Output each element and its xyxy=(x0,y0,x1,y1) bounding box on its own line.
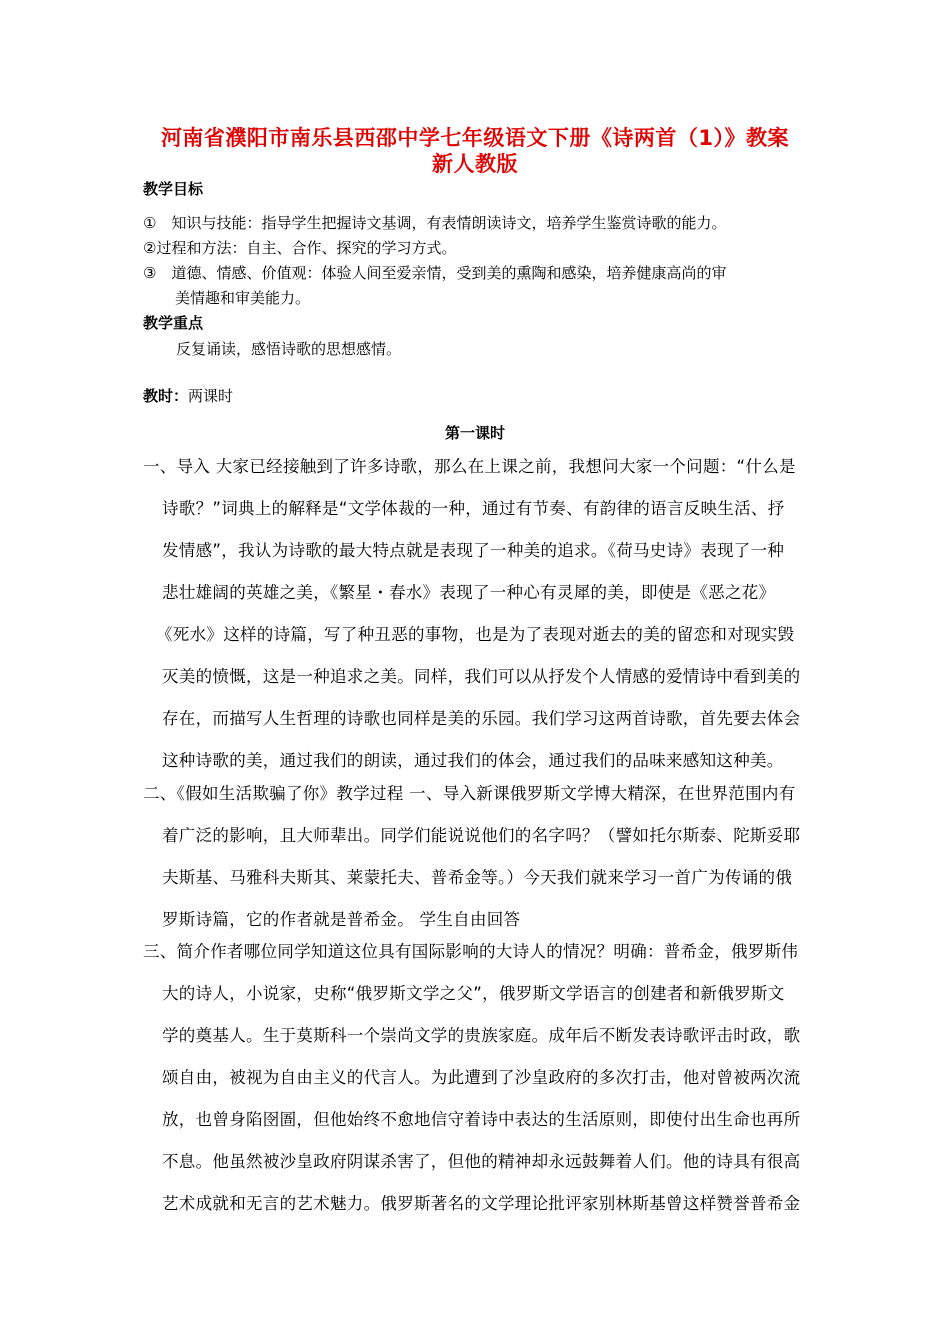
document-title-line-2: 新人教版 xyxy=(432,152,518,176)
lesson-heading: 第一课时 xyxy=(444,424,505,442)
paragraph-line: 着广泛的影响，且大师辈出。同学们能说说他们的名字吗？（譬如托尔斯泰、陀斯妥耶 xyxy=(162,826,801,845)
paragraph-line: 诗歌？”词典上的解释是“文学体裁的一种，通过有节奏、有韵律的语言反映生活、抒 xyxy=(162,499,785,518)
paragraph-line: 一、导入 大家已经接触到了许多诗歌，那么在上课之前，我想问大家一个问题：“什么是 xyxy=(143,457,796,476)
paragraph-line: 这种诗歌的美，通过我们的朗读，通过我们的体会，通过我们的品味来感知这种美。 xyxy=(162,751,784,770)
document-title-line-1: 河南省濮阳市南乐县西邵中学七年级语文下册《诗两首（1）》教案 xyxy=(160,126,790,150)
paragraph-line: 不息。他虽然被沙皇政府阴谋杀害了，但他的精神却永远鼓舞着人们。他的诗具有很高 xyxy=(162,1152,801,1171)
paragraph-line: 二、《假如生活欺骗了你》教学过程 一、导入新课俄罗斯文学博大精深，在世界范围内有 xyxy=(143,784,796,803)
paragraph-line: 夫斯基、马雅科夫斯其、莱蒙托夫、普希金等。）今天我们就来学习一首广为传诵的俄 xyxy=(162,868,793,887)
objective-2: ②过程和方法：自主、合作、探究的学习方式。 xyxy=(143,239,457,257)
paragraph-line: 灭美的愤慨，这是一种追求之美。同样，我们可以从抒发个人情感的爱情诗中看到美的 xyxy=(162,667,801,686)
objective-1: ① 知识与技能：指导学生把握诗文基调，有表情朗读诗文，培养学生鉴赏诗歌的能力。 xyxy=(143,214,727,232)
key-points-heading: 教学重点 xyxy=(143,314,204,332)
objectives-heading: 教学目标 xyxy=(143,180,204,198)
paragraph-line: 学的奠基人。生于莫斯科一个崇尚文学的贵族家庭。成年后不断发表诗歌评击时政，歌 xyxy=(162,1026,801,1045)
paragraph-line: 《死水》这样的诗篇，写了种丑恶的事物，也是为了表现对逝去的美的留恋和对现实毁 xyxy=(156,625,795,644)
teaching-hours-value: 两课时 xyxy=(188,387,234,405)
teaching-hours-label: 教时： xyxy=(143,387,189,405)
paragraph-line: 颂自由，被视为自由主义的代言人。为此遭到了沙皇政府的多次打击，他对曾被两次流 xyxy=(162,1068,801,1087)
paragraph-line: 悲壮雄阔的英雄之美，《繁星・春水》表现了一种心有灵犀的美，即使是《恶之花》 xyxy=(162,583,776,602)
paragraph-line: 放，也曾身陷囹圄，但他始终不愈地信守着诗中表达的生活原则，即使付出生命也再所 xyxy=(162,1110,801,1129)
key-points-text: 反复诵读，感悟诗歌的思想感情。 xyxy=(176,340,402,358)
paragraph-line: 三、简介作者哪位同学知道这位具有国际影响的大诗人的情况？明确：普希金，俄罗斯伟 xyxy=(143,942,799,961)
paragraph-line: 罗斯诗篇，它的作者就是普希金。 学生自由回答 xyxy=(162,910,521,929)
paragraph-line: 发情感”，我认为诗歌的最大特点就是表现了一种美的追求。《荷马史诗》表现了一种 xyxy=(162,541,785,560)
paragraph-line: 存在，而描写人生哲理的诗歌也同样是美的乐园。我们学习这两首诗歌，首先要去体会 xyxy=(162,709,801,728)
paragraph-line: 大的诗人，小说家，史称“俄罗斯文学之父”，俄罗斯文学语言的创建者和新俄罗斯文 xyxy=(162,984,785,1003)
objective-3-continued: 美情趣和审美能力。 xyxy=(175,289,311,307)
objective-3: ③ 道德、情感、价值观：体验人间至爱亲情，受到美的熏陶和感染，培养健康高尚的审 xyxy=(143,264,727,282)
paragraph-line: 艺术成就和无言的艺术魅力。俄罗斯著名的文学理论批评家别林斯基曾这样赞誉普希金 xyxy=(162,1194,801,1213)
teaching-hours xyxy=(143,385,233,407)
